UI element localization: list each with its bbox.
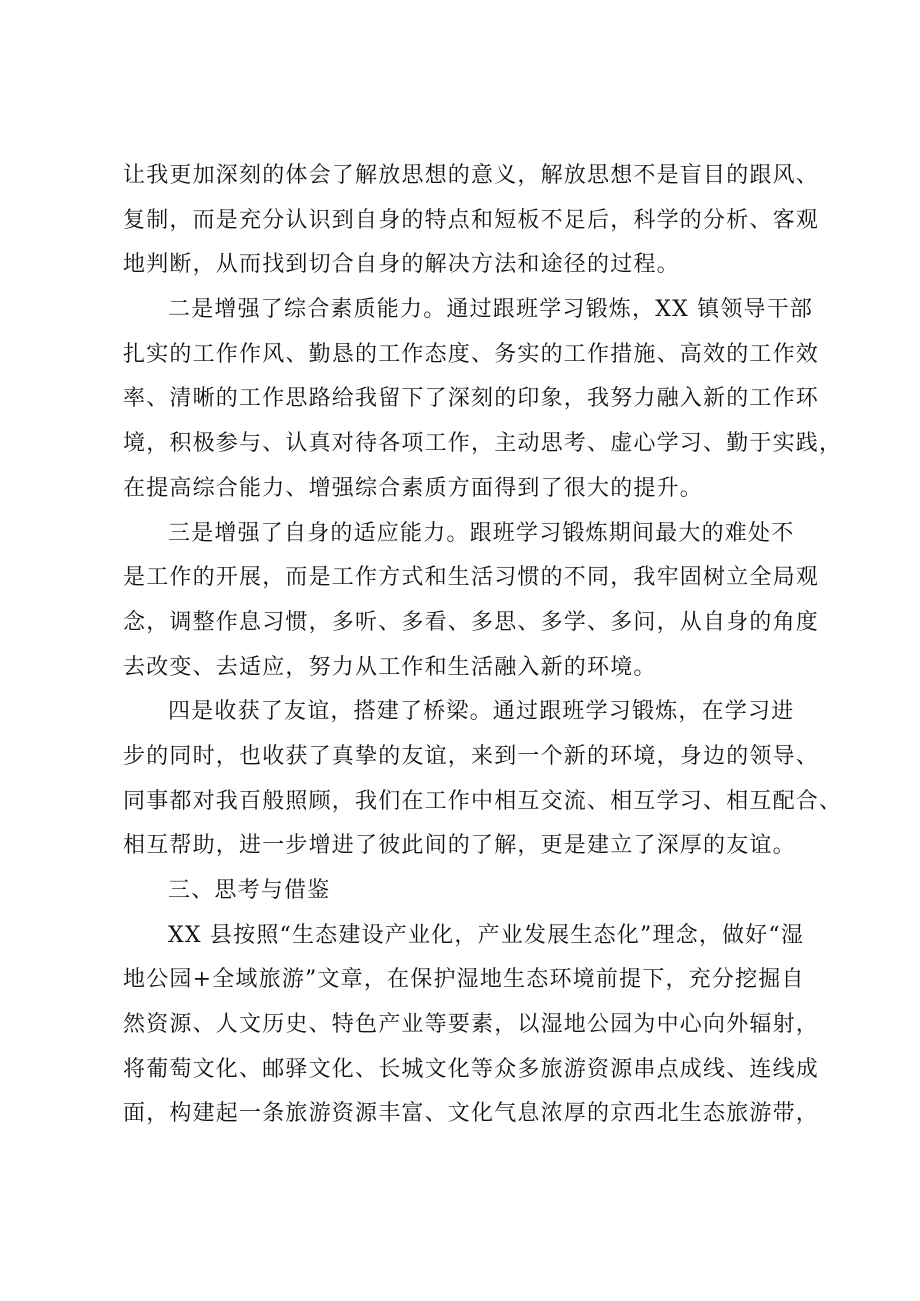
text-line: 地公园+全域旅游”文章，在保护湿地生态环境前提下，充分挖掘自 xyxy=(123,967,805,993)
body-text xyxy=(123,154,843,1137)
text-line: 同事都对我百般照顾，我们在工作中相互交流、相互学习、相互配合、 xyxy=(123,788,843,814)
text-line: 扎实的工作作风、勤恳的工作态度、务实的工作措施、高效的工作效 xyxy=(123,341,820,367)
text-line: 面，构建起一条旅游资源丰富、文化气息浓厚的京西北生态旅游带， xyxy=(123,1101,820,1127)
paragraph-start-line: 三是增强了自身的适应能力。跟班学习锻炼期间最大的难处不 xyxy=(168,520,795,546)
text-line: 相互帮助，进一步增进了彼此间的了解，更是建立了深厚的友谊。 xyxy=(123,833,796,859)
text-line: 让我更加深刻的体会了解放思想的意义，解放思想不是盲目的跟风、 xyxy=(123,163,820,188)
paragraph-start-line: 四是收获了友谊，搭建了桥梁。通过跟班学习锻炼，在学习进 xyxy=(168,699,795,725)
text-line: 在提高综合能力、增强综合素质方面得到了很大的提升。 xyxy=(123,475,704,501)
section-heading: 三、思考与借鉴 xyxy=(168,878,331,903)
paragraph-start-line: 二是增强了综合素质能力。通过跟班学习锻炼，XX 镇领导干部 xyxy=(168,297,814,323)
paragraph-start-line: XX 县按照“生态建设产业化，产业发展生态化”理念，做好“湿 xyxy=(168,922,805,948)
text-line: 复制，而是充分认识到自身的特点和短板不足后，科学的分析、客观 xyxy=(123,207,820,233)
text-line: 念，调整作息习惯，多听、多看、多思、多学、多问，从自身的角度 xyxy=(123,609,820,635)
text-line: 去改变、去适应，努力从工作和生活融入新的环境。 xyxy=(123,654,657,680)
text-line: 然资源、人文历史、特色产业等要素，以湿地公园为中心向外辐射， xyxy=(123,1012,820,1038)
text-line: 是工作的开展，而是工作方式和生活习惯的不同，我牢固树立全局观 xyxy=(123,565,820,591)
text-line: 地判断，从而找到切合自身的解决方法和途径的过程。 xyxy=(123,252,680,278)
text-line: 率、清晰的工作思路给我留下了深刻的印象，我努力融入新的工作环 xyxy=(123,386,820,412)
text-line: 将葡萄文化、邮驿文化、长城文化等众多旅游资源串点成线、连线成 xyxy=(123,1056,820,1082)
text-line: 境，积极参与、认真对待各项工作，主动思考、虚心学习、勤于实践， xyxy=(123,431,843,457)
text-line: 步的同时，也收获了真挚的友谊，来到一个新的环境，身边的领导、 xyxy=(123,743,820,769)
